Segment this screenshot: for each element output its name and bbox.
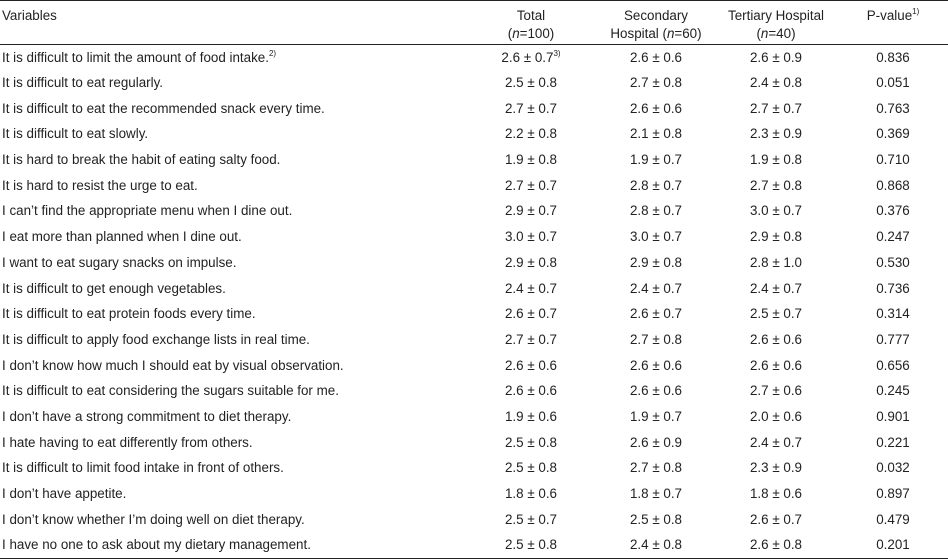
cell-total: 2.5 ± 0.8 <box>504 460 558 476</box>
cell-pvalue: 0.736 <box>876 280 910 296</box>
header-total: Total (n=100) <box>464 1 598 45</box>
cell-variable: I eat more than planned when I dine out. <box>2 229 242 245</box>
cell-pvalue: 0.247 <box>876 229 910 245</box>
cell-variable: It is difficult to limit the amount of food intake.$^{2)}$ <box>2 48 277 65</box>
cell-pvalue: 0.369 <box>876 126 910 142</box>
table-row <box>0 301 948 327</box>
cell-tertiary: 2.6 ± 0.6 <box>749 357 803 373</box>
cell-secondary: 1.8 ± 0.7 <box>629 486 683 502</box>
header-secondary: Secondary Hospital (n=60) <box>598 1 714 45</box>
cell-pvalue: 0.836 <box>876 49 910 65</box>
table-row <box>0 327 948 353</box>
cell-total: 2.9 ± 0.7 <box>504 203 558 219</box>
header-pvalue: P-value$^{1)}$ <box>838 1 948 45</box>
table-row <box>0 378 948 404</box>
cell-tertiary: 2.3 ± 0.9 <box>749 126 803 142</box>
cell-secondary: 1.9 ± 0.7 <box>629 152 683 168</box>
header-tertiary: Tertiary Hospital (n=40) <box>714 1 838 45</box>
cell-tertiary: 2.7 ± 0.6 <box>749 383 803 399</box>
table-row <box>0 96 948 122</box>
table-row <box>0 404 948 430</box>
cell-total: 2.5 ± 0.8 <box>464 533 598 559</box>
cell-tertiary: 2.6 ± 0.6 <box>749 331 803 347</box>
cell-pvalue: 0.479 <box>876 511 910 527</box>
cell-secondary: 2.7 ± 0.8 <box>629 460 683 476</box>
cell-total: 2.9 ± 0.8 <box>504 254 558 270</box>
cell-pvalue: 0.245 <box>876 383 910 399</box>
cell-total: 2.5 ± 0.8 <box>504 75 558 91</box>
table-row <box>0 173 948 199</box>
cell-total: 2.7 ± 0.7 <box>504 331 558 347</box>
cell-total: 1.9 ± 0.8 <box>504 152 558 168</box>
cell-pvalue: 0.763 <box>876 100 910 116</box>
cell-tertiary: 1.8 ± 0.6 <box>749 486 803 502</box>
cell-total: 2.7 ± 0.7 <box>504 177 558 193</box>
cell-tertiary: 3.0 ± 0.7 <box>749 203 803 219</box>
header-row <box>0 1 948 45</box>
cell-variable: It is difficult to eat slowly. <box>2 126 149 142</box>
cell-pvalue: 0.901 <box>876 408 910 424</box>
cell-tertiary: 2.3 ± 0.9 <box>749 460 803 476</box>
cell-pvalue: 0.530 <box>876 254 910 270</box>
cell-total: 2.2 ± 0.8 <box>504 126 558 142</box>
table-row <box>0 481 948 507</box>
cell-total: 1.9 ± 0.6 <box>504 408 558 424</box>
cell-tertiary: 2.6 ± 0.8 <box>714 533 838 559</box>
cell-pvalue: 0.710 <box>876 152 910 168</box>
cell-secondary: 2.1 ± 0.8 <box>629 126 683 142</box>
cell-tertiary: 2.6 ± 0.7 <box>749 511 803 527</box>
cell-variable: I have no one to ask about my dietary management. <box>0 533 464 559</box>
cell-tertiary: 1.9 ± 0.8 <box>749 152 803 168</box>
cell-variable: It is hard to break the habit of eating salty food. <box>2 152 281 168</box>
cell-tertiary: 2.7 ± 0.7 <box>749 100 803 116</box>
cell-pvalue: 0.314 <box>876 306 910 322</box>
cell-secondary: 2.4 ± 0.7 <box>629 280 683 296</box>
cell-variable: I can’t find the appropriate menu when I dine out. <box>2 203 293 219</box>
cell-variable: I want to eat sugary snacks on impulse. <box>2 254 237 270</box>
cell-total: 2.6 ± 0.6 <box>504 357 558 373</box>
cell-tertiary: 2.4 ± 0.7 <box>749 280 803 296</box>
cell-total: 2.6 ± 0.6 <box>504 383 558 399</box>
cell-secondary: 2.6 ± 0.6 <box>629 357 683 373</box>
cell-total: $2.6 \pm 0.7^{3)}$ <box>501 48 561 65</box>
cell-total: 3.0 ± 0.7 <box>504 229 558 245</box>
table-row <box>0 224 948 250</box>
table-body <box>0 45 948 559</box>
cell-secondary: 2.6 ± 0.7 <box>629 306 683 322</box>
cell-secondary: 2.6 ± 0.9 <box>629 434 683 450</box>
cell-tertiary: 2.5 ± 0.7 <box>749 306 803 322</box>
cell-pvalue: 0.868 <box>876 177 910 193</box>
cell-tertiary: 2.8 ± 1.0 <box>749 254 803 270</box>
cell-pvalue: 0.376 <box>876 203 910 219</box>
cell-pvalue: 0.897 <box>876 486 910 502</box>
cell-variable: It is hard to resist the urge to eat. <box>2 177 198 193</box>
cell-variable: It is difficult to limit food intake in front of others. <box>2 460 284 476</box>
table-row <box>0 353 948 379</box>
cell-tertiary: 2.6 ± 0.9 <box>749 49 803 65</box>
cell-variable: I don’t know how much I should eat by visual observation. <box>2 357 344 373</box>
cell-secondary: 2.8 ± 0.7 <box>629 177 683 193</box>
cell-secondary: 2.7 ± 0.8 <box>629 75 683 91</box>
cell-tertiary: 2.9 ± 0.8 <box>749 229 803 245</box>
cell-secondary: 2.5 ± 0.8 <box>629 511 683 527</box>
table-row <box>0 533 948 559</box>
cell-total: 2.4 ± 0.7 <box>504 280 558 296</box>
cell-tertiary: 2.0 ± 0.6 <box>749 408 803 424</box>
header-variables: Variables <box>0 1 464 45</box>
cell-pvalue: 0.221 <box>876 434 910 450</box>
cell-secondary: 2.7 ± 0.8 <box>629 331 683 347</box>
table-row <box>0 199 948 225</box>
cell-total: 1.8 ± 0.6 <box>504 486 558 502</box>
table-row <box>0 250 948 276</box>
cell-total: 2.6 ± 0.7 <box>504 306 558 322</box>
cell-total: 2.5 ± 0.8 <box>504 434 558 450</box>
cell-variable: I don’t have a strong commitment to diet therapy. <box>2 408 292 424</box>
table-row <box>0 70 948 96</box>
cell-secondary: 2.6 ± 0.6 <box>629 383 683 399</box>
table-row <box>0 147 948 173</box>
cell-secondary: 3.0 ± 0.7 <box>629 229 683 245</box>
cell-secondary: 2.4 ± 0.8 <box>598 533 714 559</box>
cell-variable: It is difficult to eat the recommended snack every time. <box>2 100 325 116</box>
cell-variable: It is difficult to eat regularly. <box>2 75 164 91</box>
cell-secondary: 1.9 ± 0.7 <box>629 408 683 424</box>
table-row <box>0 122 948 148</box>
cell-variable: It is difficult to eat protein foods every time. <box>2 306 256 322</box>
cell-total: 2.7 ± 0.7 <box>504 100 558 116</box>
cell-total: 2.5 ± 0.7 <box>504 511 558 527</box>
cell-pvalue: 0.201 <box>838 533 948 559</box>
table-row <box>0 430 948 456</box>
table-row <box>0 456 948 482</box>
cell-pvalue: 0.777 <box>876 331 910 347</box>
cell-tertiary: 2.4 ± 0.8 <box>749 75 803 91</box>
cell-pvalue: 0.051 <box>876 75 910 91</box>
cell-variable: It is difficult to eat considering the sugars suitable for me. <box>2 383 339 399</box>
cell-tertiary: 2.7 ± 0.8 <box>749 177 803 193</box>
cell-variable: It is difficult to get enough vegetables. <box>2 280 226 296</box>
cell-pvalue: 0.032 <box>876 460 910 476</box>
cell-secondary: 2.6 ± 0.6 <box>629 100 683 116</box>
cell-variable: I hate having to eat differently from others. <box>2 434 253 450</box>
table-row <box>0 507 948 533</box>
cell-pvalue: 0.656 <box>876 357 910 373</box>
cell-variable: It is difficult to apply food exchange lists in real time. <box>2 331 310 347</box>
cell-tertiary: 2.4 ± 0.7 <box>749 434 803 450</box>
table-row <box>0 45 948 71</box>
table-row <box>0 276 948 302</box>
cell-variable: I don’t have appetite. <box>2 486 127 502</box>
cell-secondary: 2.8 ± 0.7 <box>629 203 683 219</box>
cell-secondary: 2.6 ± 0.6 <box>629 49 683 65</box>
cell-variable: I don’t know whether I’m doing well on diet therapy. <box>2 511 305 527</box>
cell-secondary: 2.9 ± 0.8 <box>629 254 683 270</box>
